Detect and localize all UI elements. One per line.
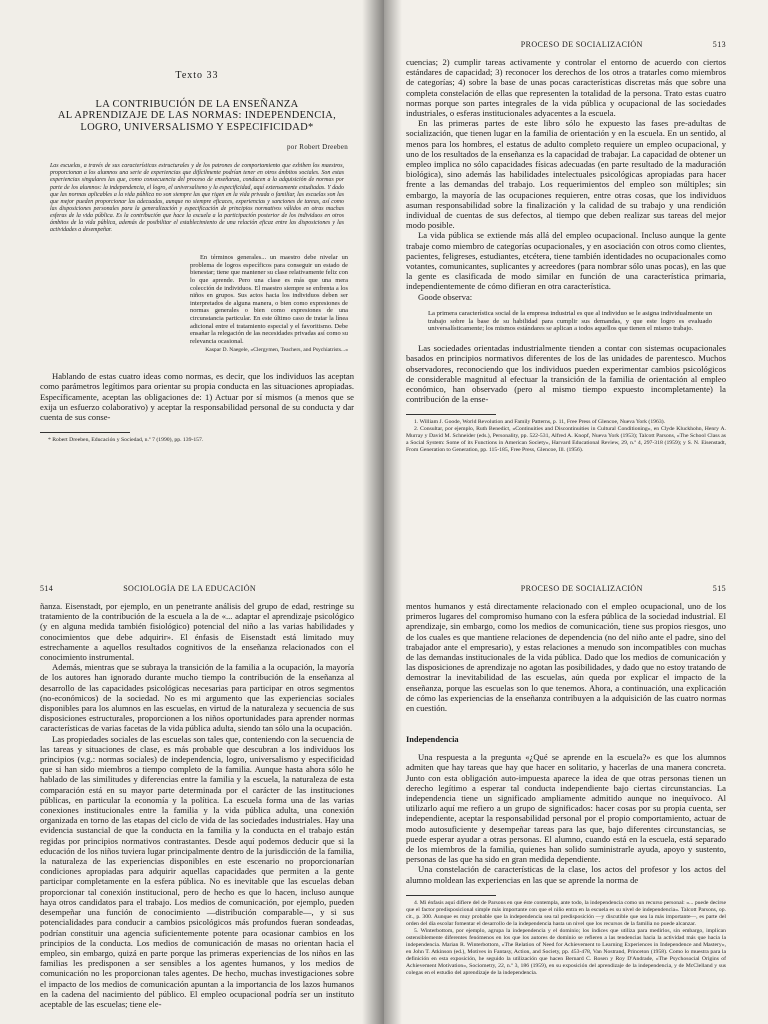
- footnote-rule: [40, 432, 130, 433]
- bottom-spread: [0, 512, 768, 1024]
- title-line: LOGRO, UNIVERSALISMO Y ESPECIFICIDAD*: [80, 121, 314, 133]
- running-head: [40, 584, 354, 593]
- epigraph: [190, 254, 348, 345]
- footnote: 5. Winterbottom, por ejemplo, agrupa la independencia y el dominio; los índices que utiliza para medirlos, sin embargo, implican ostensiblemente diferentes fenómenos en los que los autores de dominio se refieren a las tendencias hacia la actividad más que hacia la independencia. Marian R. Winterbottom, «The Relation of Need for Achievement to Learning Experiences in Independence and Mastery», en John T. Atkinson (ed.), Motives in Fantasy, Action, and Society, pp. 453-478, Van Nostrand, Princeton (1958). Como lo muestra para la definición en esta exposición, he seguido la utilización que hacen Bernard C. Rosen y Roy D'Andrade, «The Psychosocial Origins of Achievement Motivation», Sociometry, 22, n.º 3, 186 (1959), en su exposición del aprendizaje de la independencia, y de McClelland y sus colegas en el estudio del aprendizaje de la independencia.: [406, 927, 726, 976]
- running-head-title: PROCESO DE SOCIALIZACIÓN: [520, 40, 643, 49]
- page-number: 513: [712, 40, 726, 49]
- footnote: 1. William J. Goode, World Revolution and Family Patterns, p. 11, Free Press of Glencoe, Nueva York (1963).: [414, 419, 666, 426]
- footnote: 2. Consultar, por ejemplo, Ruth Benedict, «Continuities and Discontinuities in Cultural Conditioning», en Clyde Kluckhohn, Henry A. Murray y David M. Schneider (eds.), Personality, pp. 522-531, Alfred A. Knopf, Nueva York (1953); Talcott Parsons, «The School Class as a Social System: Some of its Functions in American Society», Harvard Educational Review, 29, n.º 4, 297-318 (1959); y S. N. Eisenstadt, From Generation to Generation, pp. 115-185, Free Press, Glencoe, Ill. (1956).: [406, 426, 726, 454]
- body-paragraph: Una respuesta a la pregunta «¿Qué se aprende en la escuela?» es que los alumnos admiten que hay tareas que hay que hacer en solitario, y hacerlas de una manera concreta. Junto con esta obligación auto-impuesta aparece la idea de que otras personas tienen un derecho legítimo a esperar tal conducta independiente bajo ciertas circunstancias. La independencia tiene un significado ampliamente admitido aunque no inequívoco. Al utilizarlo aquí me refiero a un grupo de significados: hacer cosas por su propia cuenta, ser independiente, aceptar la responsabilidad personal por el propio comportamiento, actuar de modo autosuficiente y desempeñar tareas para las que, bajo diferentes circunstancias, se puede esperar ayudar a otras personas. El alumno, cuando está en la escuela, está separado de los miembros de la familia, quienes han solido suministrarle ayuda, apoyo y sustento, personas de las que ha sido en gran medida dependiente.: [406, 752, 726, 865]
- page-number: 514: [40, 584, 54, 593]
- running-head: [406, 584, 726, 593]
- author-byline: por Robert Dreeben: [287, 143, 348, 152]
- page-512: [0, 0, 384, 512]
- body-paragraph: Las propiedades sociales de las escuelas son tales que, conteniendo con la secuencia de las tareas y situaciones de clase, es más probable que descubran a los individuos los principios (v.g.: normas sociales) de independencia, logro, universalismo y especificidad que si han sido miembros a tiempo completo de la familia. Aunque hasta ahora sólo he hablado de las similitudes y diferencias entre la familia y la escuela, la naturaleza de esta comparación está en su mayor parte determinada por el carácter de las instituciones públicas, en particular la economía y la política. La escuela forma una de las varias conexiones institucionales entre la familia y la vida pública adulta, una conexión organizada en torno de las etapas del ciclo de vida de las sociedades industriales. Hay una evidencia sustancial de que la conducta en la familia y la conducta en el trabajo están regidas por principios normativos contrastantes. Desde aquí podemos deducir que si la educación de los niños tuviera lugar principalmente dentro de la jurisdicción de la familia, la naturaleza de las experiencias disponibles en este escenario no proporcionarían condiciones apropiadas para adquirir aquellas capacidades que permiten a la gente participar completamente en la esfera pública. No es inevitable que las escuelas deban proporcionar tal conexión institucional, pero de hecho es que lo hacen, incluso aunque haya otros candidatos para el trabajo. Los medios de comunicación, por ejemplo, pueden desempeñar una función de conocimiento —distribución comparable—, y si sus potencialidades para conducir a cambios psicológicos más profundos fueran sondeadas, podrían constituir una agencia suficientemente potente para ocasionar cambios en los principios de la conducta. Los medios de comunicación de masas no orientan hacia el empleo, sin embargo, quizá en parte porque las primeras experiencias de los niños en las familias les predisponen a ser sensibles a los agentes humanos, y los medios de comunicación no les proporcionan tales agentes. De hecho, muchas investigaciones sobre el impacto de los medios de comunicación apuntan a la importancia de los lazos humanos en la cadena del nacimiento del público. El empleo ocupacional podría ser un instituto aceptable de las escuelas; tiene ele-: [40, 733, 354, 1009]
- footnote-rule: [406, 895, 496, 896]
- block-quote: La primera característica social de la empresa industrial es que al individuo se le asigna individualmente un trabajo sobre la base de su habilidad para cumplir sus demandas, y que este logro es evaluado universalísticamente; los mismos estándares se aplican a todos aquellos que tienen el mismo trabajo.: [428, 309, 712, 333]
- body-paragraph: En las primeras partes de este libro sólo he expuesto las fases pre-adultas de socialización, que tienen lugar en la familia de orientación y en la escuela. En un sentido, al menos para los hombres, el estatus de adulto completo requiere un empleo ocupacional, y uno de los resultados de la enseñanza es la capacidad de trabajar. La capacidad de obtener un empleo implica no sólo capacidades físicas adecuadas (en parte resultado de la maduración biológica), sino además las habilidades intelectuales psicológicas apropiadas para hacer frente a las demandas del trabajo. Los requerimientos del empleo son múltiples; sin embargo, la mayoría de las ocupaciones requieren, entre otras cosas, que los individuos asuman responsabilidad sobre la finalización y la calidad de su trabajo y una rendición individual de cuentas de sus defectos, al tiempo que deben realizar sus tareas del mejor modo posible.: [406, 118, 726, 231]
- body-paragraph: Una constelación de características de la clase, los actos del profesor y los actos del alumno moldean las experiencias en las que se aprende la norma de: [406, 864, 726, 885]
- body-paragraph: Las sociedades orientadas industrialmente tienden a contar con sistemas ocupacionales basados en principios normativos diferentes de los de las unidades de parentesco. Muchos observadores, reconociendo que los individuos pueden experimentar cambios psicológicos de considerable magnitud al efectuar la transición de la familia de orientación al empleo económico, han observado (pero al mismo tiempo expuesto incompletamente) la contribución de la ense-: [406, 343, 726, 405]
- texto-label: Texto 33: [175, 70, 219, 81]
- body-paragraph: cuencias; 2) cumplir tareas activamente y controlar el entorno de acuerdo con ciertos estándares de capacidad; 3) reconocer los derechos de los otros a tratarles como miembros de categorías; 4) sobre la base de unas pocas características discretas más que sobre una completa constelación de ellas que representen la totalidad de la persona. Trato estas cuatro normas porque son partes integrales de la vida pública y ocupacional de las sociedades industriales, o esferas institucionales adyacentes a la escuela.: [406, 57, 726, 119]
- footnote: * Robert Dreeben, Educación y Sociedad, n.º 7 (1990), pp. 139-157.: [48, 437, 204, 444]
- chapter-title: [40, 99, 354, 133]
- page-number: 515: [712, 584, 726, 593]
- footnote-rule: [406, 414, 496, 415]
- footnotes: [406, 900, 726, 977]
- title-line: LA CONTRIBUCIÓN DE LA ENSEÑANZA: [95, 99, 299, 110]
- epigraph-attribution: Kaspar D. Naegele, «Clergymen, Teachers, and Psychiatrists...»: [205, 347, 348, 354]
- body-paragraph: Además, mientras que se subraya la transición de la familia a la ocupación, la mayoría de los autores han ignorado durante mucho tiempo la contribución de la enseñanza al desarrollo de las capacidades psicológicas necesarias para participar en otros segmentos (no-económicos) de la sociedad. No es mi argumento que las experiencias sociales disponibles para los alumnos en las escuelas, en virtud de la naturaleza y secuencia de sus disposiciones estructurales, proporcionen a los niños oportunidades para aprender normas características de varias facetas de la vida pública adulta, siendo tan sólo una la ocupación.: [40, 662, 354, 734]
- gutter-shadow: [384, 0, 402, 512]
- body-paragraph: ñanza. Eisenstadt, por ejemplo, en un penetrante análisis del grupo de edad, restringe su tratamiento de la contribución de la escuela a la de «... adaptar el aprendizaje psicológico (y en alguna medida también fisiológico) potencial del niño a las varias habilidades y conocimientos que debe adquirir». El énfasis de Eisenstadt está limitado muy estrechamente a aquellos resultados cognitivos de la enseñanza relacionados con el conocimiento instrumental.: [40, 601, 354, 663]
- body-paragraph: Goode observa:: [418, 291, 473, 302]
- abstract: Las escuelas, a través de sus características estructurales y de los patrones de comportamiento que exhiben los maestros, proporcionan a los alumnos una serie de experiencias que difícilmente podrían tener en otros ámbitos sociales. Son estas experiencias singulares las que, como consecuencia del proceso de enseñanza, conducen a la adquisición de normas por parte de los alumnos: la independencia, el logro, el universalismo y la especificidad, aquí extensamente estudiadas. Y dado que las normas aplicables a la vida pública no son siempre las que rigen en la vida privada o familiar, las escuelas son las que mejor pueden proporcionar las adecuadas, aunque no siempre eficaces, experiencias y sanciones de tareas, así como las disposiciones personales para la generalización y especificación de principios normativos válidos en otras muchas esferas de la vida pública. Es la contribución que hace la escuela a la participación posterior de los individuos en otros ámbitos de la vida pública, además de posibilitar el establecimiento de una relación eficaz entre las disposiciones y las actividades a desempeñar.: [50, 163, 344, 234]
- section-heading: Independencia: [406, 735, 459, 745]
- gutter-shadow: [362, 0, 384, 512]
- page-514: [0, 512, 384, 1024]
- page-513: [384, 0, 768, 512]
- footnote: 4. Mi énfasis aquí difiere del de Parsons en que éste contempla, ante todo, la independencia como un recurso personal: «... puede decirse que el factor predisposicional simple más importante con que el niño entra en la escuela es su nivel de independencia». Talcott Parsons, op. cit., p. 300. Aunque es muy probable que la independencia sea tal predisposición —y discutible que sea la más importante—, es parte del orden del día escolar fomentar el desarrollo de la independencia hasta un nivel que los recursos de la familia no puede alcanzar.: [406, 899, 726, 927]
- running-head-title: SOCIOLOGÍA DE LA EDUCACIÓN: [123, 584, 257, 593]
- epigraph-text: En términos generales... un maestro debe nivelar un problema de logros específicos para conseguir un estado de bienestar; tiene que mantener su clase relativamente feliz con lo que aprende. Pero una clase es más que una mera colección de individuos. El maestro siempre se enfrenta a los niños en grupos. Sus actos hacia los individuos deben ser interpretados de alguna manera, o bien como expresiones de normas generales o bien como expresiones de una circunstancia particular. En este último caso de tratar la línea adicional entre el tratamiento especial y el favoritismo. Debe ensañar la relegación de las necesidades privadas así como su relevancia ocasional.: [190, 254, 348, 345]
- gutter-shadow: [362, 512, 384, 1024]
- body-paragraph: mentos humanos y está directamente relacionado con el empleo ocupacional, uno de los primeros lugares del compromiso humano con la esfera pública de la sociedad industrial. El aprendizaje, sin embargo, como los medios de comunicación, tiene sus propios riesgos, uno de los cuales es que mantiene relaciones de dependencia (no del niño ante el padre, sino del trabajador ante el empresario), y estas relaciones a menudo son incompatibles con muchas de las demandas institucionales de la vida pública. Dado que los medios de comunicación y las disposiciones de aprendizaje no agotan las posibilidades, y dado que no estoy tratando de demostrar la inevitabilidad de las escuelas, aún queda por explicar el impacto de la enseñanza, porque las escuelas son lo que tenemos. Ahora, a continuación, una explicación de cómo las experiencias de la enseñanza contribuyen a la adquisición de las cuatro normas en cuestión.: [406, 601, 726, 714]
- gutter-shadow: [384, 512, 402, 1024]
- running-head-title: PROCESO DE SOCIALIZACIÓN: [520, 584, 643, 593]
- body-paragraph: La vida pública se extiende más allá del empleo ocupacional. Incluso aunque la gente trabaje como miembro de categorías ocupacionales, y en asociación con otros como clientes, pacientes, feligreses, estudiantes, etcétera, tiene también identidades no ocupacionales como votantes, comunicantes, suplicantes y acreedores (para nombrar sólo unas pocas), en las que la gente es clasificada de modo similar en función de una característica primaria, independientemente de cómo difieran en otra característica.: [406, 230, 726, 292]
- page-515: [384, 512, 768, 1024]
- title-line: AL APRENDIZAJE DE LAS NORMAS: INDEPENDENCIA,: [57, 110, 337, 122]
- running-head: [406, 40, 726, 49]
- body-paragraph: Hablando de estas cuatro ideas como normas, es decir, que los individuos las aceptan como parámetros legítimos para orientar su propia conducta en las situaciones apropiadas. Específicamente, aceptan las obligaciones de: 1) Actuar por sí mismos (a menos que se exija un esfuerzo colaborativo) y aceptar la responsabilidad personal de su conducta y dar cuenta de sus conse-: [40, 371, 354, 423]
